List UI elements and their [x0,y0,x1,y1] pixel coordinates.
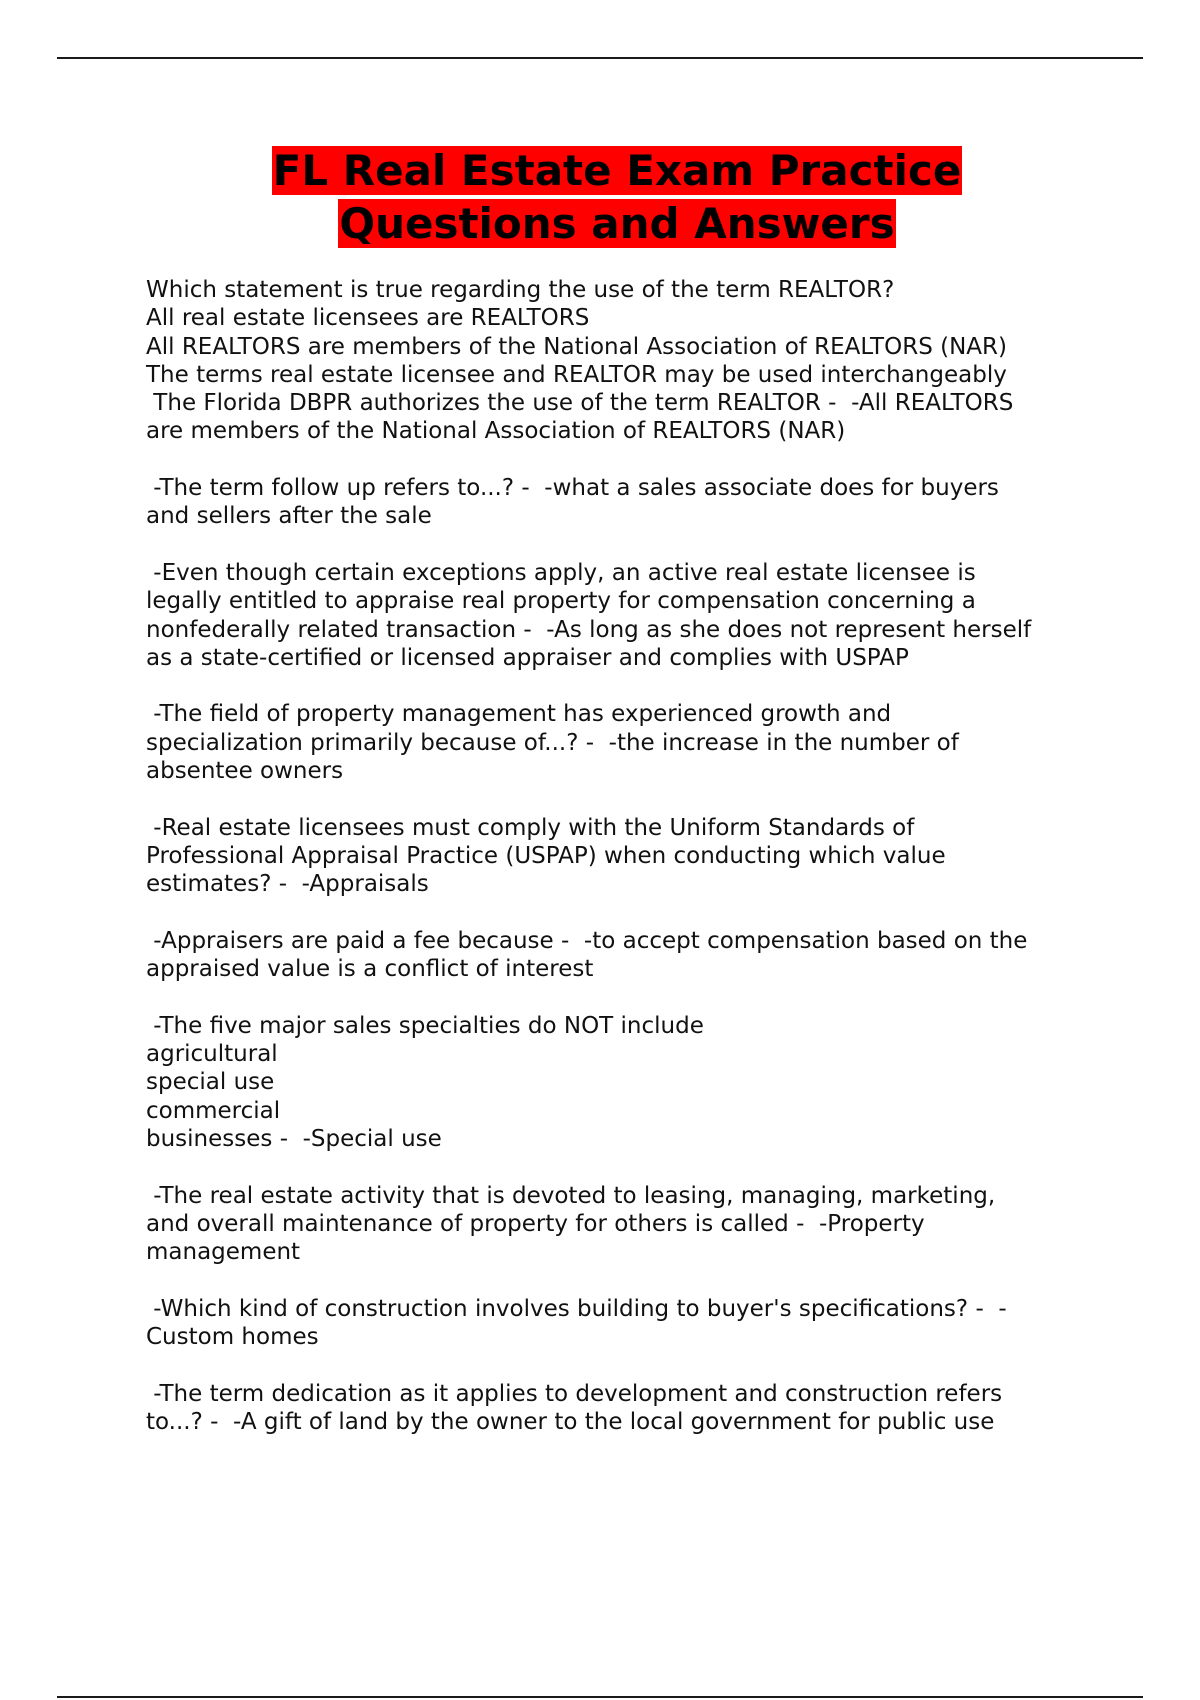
qa-paragraph [146,1380,1091,1437]
paragraph-line: businesses - -Special use [146,1125,442,1152]
document-title [0,144,1200,250]
paragraph-line: -Even though certain exceptions apply, an active real estate licensee is [146,559,976,586]
qa-paragraph [146,1295,1091,1352]
paragraph-line: Which statement is true regarding the use of the term REALTOR? [146,277,895,303]
paragraph-line: -Real estate licensees must comply with the Uniform Standards of [146,814,915,841]
paragraph-line: All REALTORS are members of the National Association of REALTORS (NAR) [146,333,1007,360]
paragraph-line: and overall maintenance of property for others is called - -Property [146,1210,925,1237]
paragraph-line: All real estate licensees are REALTORS [146,305,590,332]
bottom-divider [57,1696,1143,1698]
title-line-1: FL Real Estate Exam Practice [272,146,962,195]
paragraph-line: estimates? - -Appraisals [146,871,429,898]
paragraph-line: -The term follow up refers to...? - -what a sales associate does for buyers [146,475,999,502]
qa-paragraph [146,559,1091,672]
title-line-2: Questions and Answers [339,199,895,248]
paragraph-line: appraised value is a conflict of interest [146,956,594,983]
paragraph-line: -The term dedication as it applies to development and construction refers [146,1380,1003,1407]
paragraph-line: The terms real estate licensee and REALTOR may be used interchangeably [146,361,1007,388]
paragraph-line: management [146,1239,301,1266]
paragraph-line: and sellers after the sale [146,503,432,530]
paragraph-line: commercial [146,1097,281,1124]
paragraph-line: Custom homes [146,1323,319,1350]
qa-paragraph [146,927,1091,984]
paragraph-line: as a state-certified or licensed appraiser and complies with USPAP [146,644,909,671]
paragraph-line: absentee owners [146,758,344,785]
paragraph-line: -The five major sales specialties do NOT include [146,1012,704,1039]
qa-paragraph [146,700,1091,785]
paragraph-line: -Which kind of construction involves building to buyer's specifications? - - [146,1295,1007,1322]
paragraph-line: are members of the National Association of REALTORS (NAR) [146,418,846,445]
paragraph-line: legally entitled to appraise real property for compensation concerning a [146,588,976,615]
paragraph-line: -Appraisers are paid a fee because - -to accept compensation based on the [146,927,1028,954]
qa-paragraph [146,276,1091,446]
top-divider [57,57,1143,59]
paragraph-line: nonfederally related transaction - -As long as she does not represent herself [146,616,1032,643]
paragraph-line: Professional Appraisal Practice (USPAP) when conducting which value [146,842,946,869]
qa-paragraph [146,474,1091,531]
paragraph-line: special use [146,1069,275,1096]
paragraph-line: specialization primarily because of...? - -the increase in the number of [146,729,959,756]
paragraph-line: -The field of property management has experienced growth and [146,701,892,728]
paragraph-line: to...? - -A gift of land by the owner to the local government for public use [146,1408,995,1435]
qa-paragraph [146,1182,1091,1267]
paragraph-line: agricultural [146,1041,278,1068]
qa-paragraph [146,1012,1091,1153]
qa-paragraph [146,814,1091,899]
document-body [146,276,1091,1464]
paragraph-line: The Florida DBPR authorizes the use of the term REALTOR - -All REALTORS [146,390,1014,417]
paragraph-line: -The real estate activity that is devoted to leasing, managing, marketing, [146,1182,996,1209]
